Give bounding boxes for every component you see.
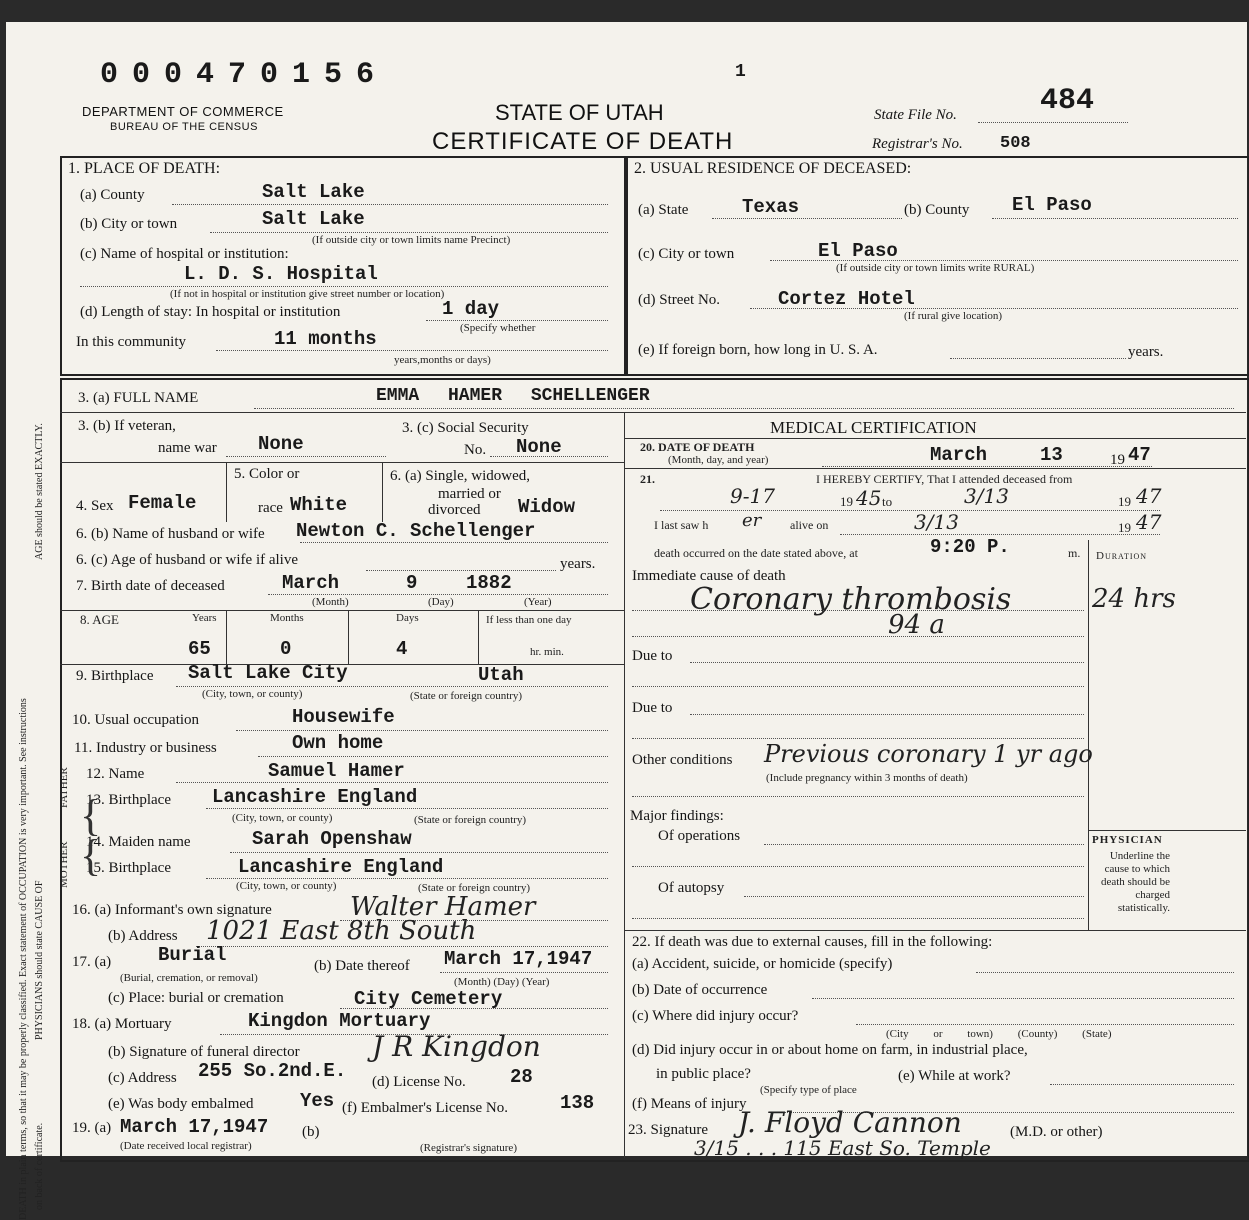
age-years: 65 bbox=[188, 638, 211, 660]
marital-label3: divorced bbox=[428, 502, 481, 518]
informant-sig-label: 16. (a) Informant's own signature bbox=[72, 902, 272, 918]
place-community-value: 11 months bbox=[274, 328, 377, 350]
serial-number: 000470156 bbox=[100, 58, 389, 92]
veteran-value: None bbox=[258, 433, 304, 455]
residence-street-label: (d) Street No. bbox=[638, 292, 721, 308]
age-label: 8. AGE bbox=[80, 612, 119, 627]
death-time: 9:20 P. bbox=[930, 536, 1010, 558]
place-heading: 1. PLACE OF DEATH: bbox=[68, 160, 221, 177]
burial-addr-label: (c) Address bbox=[108, 1070, 177, 1086]
dept-commerce: DEPARTMENT OF COMMERCE bbox=[82, 104, 284, 119]
mortuary-value: Kingdon Mortuary bbox=[248, 1010, 431, 1032]
mortuary-label: 18. (a) Mortuary bbox=[72, 1016, 172, 1032]
death-year-prefix: 19 bbox=[1110, 452, 1125, 468]
side-text-line4: AGE should be stated EXACTLY. bbox=[34, 423, 45, 560]
burial-date: March 17,1947 bbox=[444, 948, 593, 970]
age-hr-min: hr. min. bbox=[530, 646, 564, 658]
birth-day: 9 bbox=[406, 572, 418, 594]
attended-from: 9-17 bbox=[730, 484, 775, 508]
alive-year-prefix: 19 bbox=[1118, 520, 1131, 535]
mother-brace: { bbox=[80, 831, 102, 880]
external-c: (c) Where did injury occur? bbox=[632, 1008, 799, 1024]
place-county-label: (a) County bbox=[80, 187, 145, 203]
birth-month: March bbox=[282, 572, 340, 594]
due-to-1: Due to bbox=[632, 648, 673, 664]
duration-value: 24 hrs bbox=[1092, 584, 1176, 614]
occupation-label: 10. Usual occupation bbox=[72, 712, 200, 728]
father-note2: (State or foreign country) bbox=[414, 814, 527, 826]
sex-value: Female bbox=[128, 492, 197, 514]
medical-heading: MEDICAL CERTIFICATION bbox=[770, 418, 977, 437]
funeral-director-signature: J R Kingdon bbox=[372, 1030, 541, 1063]
death-date-label: 20. DATE OF DEATH bbox=[640, 440, 755, 454]
external-d-note: (Specify type of place bbox=[760, 1084, 857, 1096]
attended-to: 3/13 bbox=[964, 484, 1009, 508]
findings-label: Major findings: bbox=[630, 808, 724, 824]
residence-city-note: (If outside city or town limits write RURAL) bbox=[836, 262, 1035, 274]
mother-birthplace-label: 15. Birthplace bbox=[86, 860, 171, 876]
husband-label: 6. (b) Name of husband or wife bbox=[76, 526, 265, 542]
external-b: (b) Date of occurrence bbox=[632, 982, 768, 998]
external-d1: (d) Did injury occur in or about home on farm, in industrial place, bbox=[632, 1042, 1028, 1058]
residence-street-value: Cortez Hotel bbox=[778, 288, 915, 310]
received-b: (b) bbox=[302, 1124, 320, 1140]
ssn-label2: No. bbox=[464, 442, 487, 458]
death-date-note: (Month, day, and year) bbox=[668, 454, 769, 466]
birthplace-label: 9. Birthplace bbox=[76, 668, 154, 684]
occurred-label: death occurred on the date stated above, at bbox=[654, 546, 858, 560]
physician-note: Underline the cause to which death should be charged statistically. bbox=[1100, 850, 1170, 914]
age-days-label: Days bbox=[396, 612, 419, 624]
age-days: 4 bbox=[396, 638, 408, 660]
burial-type-note: (Burial, cremation, or removal) bbox=[120, 972, 258, 984]
external-f: (f) Means of injury bbox=[632, 1096, 747, 1112]
residence-heading: 2. USUAL RESIDENCE OF DECEASED: bbox=[634, 160, 912, 177]
birth-note-month: (Month) bbox=[312, 596, 349, 608]
to-year: 47 bbox=[1136, 484, 1162, 508]
external-d2: in public place? bbox=[656, 1066, 751, 1082]
husband-age-label: 6. (c) Age of husband or wife if alive bbox=[76, 552, 299, 568]
state-file-label: State File No. bbox=[874, 107, 957, 123]
external-e: (e) While at work? bbox=[898, 1068, 1011, 1084]
from-year: 45 bbox=[856, 486, 882, 510]
birth-year: 1882 bbox=[466, 572, 512, 594]
sex-label: 4. Sex bbox=[76, 498, 114, 514]
other-conditions-label: Other conditions bbox=[632, 752, 733, 768]
last-saw-label: I last saw h bbox=[654, 518, 709, 532]
mother-birthplace-value: Lancashire England bbox=[238, 856, 444, 878]
registrar-sig-note: (Registrar's signature) bbox=[420, 1142, 517, 1154]
burial-date-label: (b) Date thereof bbox=[314, 958, 410, 974]
funeral-director-label: (b) Signature of funeral director bbox=[108, 1044, 300, 1060]
cause-code: 94 a bbox=[888, 610, 945, 640]
birthplace-note1: (City, town, or county) bbox=[202, 688, 303, 700]
husband-age-unit: years. bbox=[560, 556, 596, 572]
residence-city-label: (c) City or town bbox=[638, 246, 735, 262]
mother-note2: (State or foreign country) bbox=[418, 882, 531, 894]
external-c-note: (City or town) (County) (State) bbox=[886, 1028, 1112, 1040]
industry-value: Own home bbox=[292, 732, 384, 754]
industry-label: 11. Industry or business bbox=[74, 740, 217, 756]
license-label: (d) License No. bbox=[372, 1074, 466, 1090]
occupation-value: Housewife bbox=[292, 706, 395, 728]
cause-value: Coronary thrombosis bbox=[690, 582, 1012, 617]
death-month: March bbox=[930, 444, 988, 466]
residence-county-label: (b) County bbox=[904, 202, 970, 218]
embalmer-value: 138 bbox=[560, 1092, 595, 1114]
death-year: 47 bbox=[1128, 444, 1151, 466]
other-conditions-note: (Include pregnancy within 3 months of death) bbox=[766, 772, 968, 784]
mother-tag: MOTHER bbox=[58, 841, 70, 888]
informant-address: 1021 East 8th South bbox=[206, 916, 477, 946]
cert-label: 21. bbox=[640, 472, 655, 486]
place-stay-label: (d) Length of stay: In hospital or institution bbox=[80, 304, 341, 320]
birthplace-city: Salt Lake City bbox=[188, 662, 348, 684]
embalmer-label: (f) Embalmer's License No. bbox=[342, 1100, 508, 1116]
place-stay-note: (Specify whether bbox=[460, 322, 536, 334]
death-time-m: m. bbox=[1068, 546, 1081, 560]
residence-county-value: El Paso bbox=[1012, 194, 1092, 216]
father-birthplace-label: 13. Birthplace bbox=[86, 792, 171, 808]
ssn-value: None bbox=[516, 436, 562, 458]
age-months: 0 bbox=[280, 638, 292, 660]
birthplace-note2: (State or foreign country) bbox=[410, 690, 523, 702]
other-conditions-value: Previous coronary 1 yr ago bbox=[764, 740, 1093, 768]
age-lt-day-label: If less than one day bbox=[486, 614, 572, 626]
residence-state-label: (a) State bbox=[638, 202, 689, 218]
alive-year: 47 bbox=[1136, 510, 1162, 534]
mother-note1: (City, town, or county) bbox=[236, 880, 337, 892]
place-hospital-value: L. D. S. Hospital bbox=[184, 263, 378, 285]
license-value: 28 bbox=[510, 1066, 533, 1088]
color-label2: race bbox=[258, 500, 283, 516]
state-title: STATE OF UTAH bbox=[495, 100, 664, 125]
mother-name-value: Sarah Openshaw bbox=[252, 828, 412, 850]
father-name-label: 12. Name bbox=[86, 766, 145, 782]
place-hospital-label: (c) Name of hospital or institution: bbox=[80, 246, 289, 262]
place-stay-value: 1 day bbox=[442, 298, 500, 320]
birth-date-label: 7. Birth date of deceased bbox=[76, 578, 225, 594]
dept-census: BUREAU OF THE CENSUS bbox=[110, 121, 258, 133]
side-text-line1: DEATH in plain terms, so that it may be properly classified. Exact statement of OCCUPATION is very important. See instructions bbox=[18, 698, 29, 1220]
to-label: to bbox=[882, 494, 893, 509]
residence-foreign-label: (e) If foreign born, how long in U. S. A. bbox=[638, 342, 878, 358]
alive-on-label: alive on bbox=[790, 518, 829, 532]
color-value: White bbox=[290, 494, 348, 516]
external-a: (a) Accident, suicide, or homicide (specify) bbox=[632, 956, 893, 972]
full-name-label: 3. (a) FULL NAME bbox=[78, 390, 199, 406]
duration-label: Duration bbox=[1096, 550, 1148, 562]
father-birthplace-value: Lancashire England bbox=[212, 786, 418, 808]
place-city-note: (If outside city or town limits name Precinct) bbox=[312, 234, 511, 246]
external-heading: 22. If death was due to external causes, fill in the following: bbox=[632, 934, 993, 950]
place-city-value: Salt Lake bbox=[262, 208, 365, 230]
residence-city-value: El Paso bbox=[818, 240, 898, 262]
physician-label: PHYSICIAN bbox=[1092, 834, 1163, 846]
veteran-label: 3. (b) If veteran, bbox=[78, 418, 176, 434]
received-date: March 17,1947 bbox=[120, 1116, 269, 1138]
bottom-partial: 3/15 . . . 115 East So. Temple bbox=[694, 1136, 991, 1160]
burial-addr-value: 255 So.2nd.E. bbox=[198, 1060, 347, 1082]
birth-note-day: (Day) bbox=[428, 596, 454, 608]
signature-label: 23. Signature bbox=[628, 1122, 708, 1138]
color-label: 5. Color or bbox=[234, 466, 300, 482]
burial-place-label: (c) Place: burial or cremation bbox=[108, 990, 284, 1006]
mother-name-label: 14. Maiden name bbox=[86, 834, 191, 850]
age-months-label: Months bbox=[270, 612, 304, 624]
residence-state-value: Texas bbox=[742, 196, 800, 218]
embalmed-label: (e) Was body embalmed bbox=[108, 1096, 254, 1112]
burial-label: 17. (a) bbox=[72, 954, 112, 970]
side-text-line3: PHYSICIANS should state CAUSE OF bbox=[34, 880, 45, 1040]
place-county-value: Salt Lake bbox=[262, 181, 365, 203]
death-day: 13 bbox=[1040, 444, 1063, 466]
full-name-value: EMMA HAMER SCHELLENGER bbox=[376, 386, 650, 406]
marital-label2: married or bbox=[438, 486, 501, 502]
embalmed-value: Yes bbox=[300, 1090, 335, 1112]
registrar-label: Registrar's No. bbox=[872, 136, 963, 152]
informant-signature: Walter Hamer bbox=[350, 892, 536, 922]
last-saw-her: er bbox=[742, 510, 762, 531]
father-brace: { bbox=[80, 791, 102, 840]
ssn-label: 3. (c) Social Security bbox=[402, 420, 529, 436]
operations-label: Of operations bbox=[658, 828, 741, 844]
place-community-note: years,months or days) bbox=[394, 354, 491, 366]
father-tag: FATHER bbox=[58, 767, 70, 808]
father-name-value: Samuel Hamer bbox=[268, 760, 405, 782]
alive-on: 3/13 bbox=[914, 510, 959, 534]
marital-value: Widow bbox=[518, 496, 576, 518]
registrar-number: 508 bbox=[1000, 134, 1031, 153]
father-note1: (City, town, or county) bbox=[232, 812, 333, 824]
md-label: (M.D. or other) bbox=[1010, 1124, 1103, 1140]
age-years-label: Years bbox=[192, 612, 217, 624]
side-instructions bbox=[8, 140, 48, 1220]
due-to-2: Due to bbox=[632, 700, 673, 716]
autopsy-label: Of autopsy bbox=[658, 880, 725, 896]
residence-street-note: (If rural give location) bbox=[904, 310, 1003, 322]
certificate-title: CERTIFICATE OF DEATH bbox=[432, 128, 734, 155]
burial-type: Burial bbox=[158, 944, 227, 966]
place-community-label: In this community bbox=[76, 334, 186, 350]
place-city-label: (b) City or town bbox=[80, 216, 178, 232]
marital-label: 6. (a) Single, widowed, bbox=[390, 468, 530, 484]
birth-note-year: (Year) bbox=[524, 596, 552, 608]
burial-place: City Cemetery bbox=[354, 988, 503, 1010]
informant-addr-label: (b) Address bbox=[108, 928, 178, 944]
cert-text: I HEREBY CERTIFY, That I attended deceased from bbox=[816, 472, 1073, 486]
cause-label: Immediate cause of death bbox=[632, 568, 786, 584]
burial-date-note: (Month) (Day) (Year) bbox=[454, 976, 550, 988]
husband-value: Newton C. Schellenger bbox=[296, 520, 536, 542]
received-label: 19. (a) bbox=[72, 1120, 112, 1136]
to-year-prefix: 19 bbox=[1118, 494, 1131, 509]
residence-foreign-unit: years. bbox=[1128, 344, 1164, 360]
place-hospital-note: (If not in hospital or institution give street number or location) bbox=[170, 288, 445, 300]
received-note: (Date received local registrar) bbox=[120, 1140, 252, 1152]
side-text-line2: on back of certificate. bbox=[34, 1122, 45, 1210]
serial-mark: 1 bbox=[735, 62, 746, 82]
from-year-prefix: 19 bbox=[840, 494, 853, 509]
state-file-number: 484 bbox=[1040, 84, 1095, 118]
veteran-label2: name war bbox=[158, 440, 217, 456]
birthplace-state: Utah bbox=[478, 664, 524, 686]
physician-signature: J. Floyd Cannon bbox=[738, 1106, 962, 1139]
